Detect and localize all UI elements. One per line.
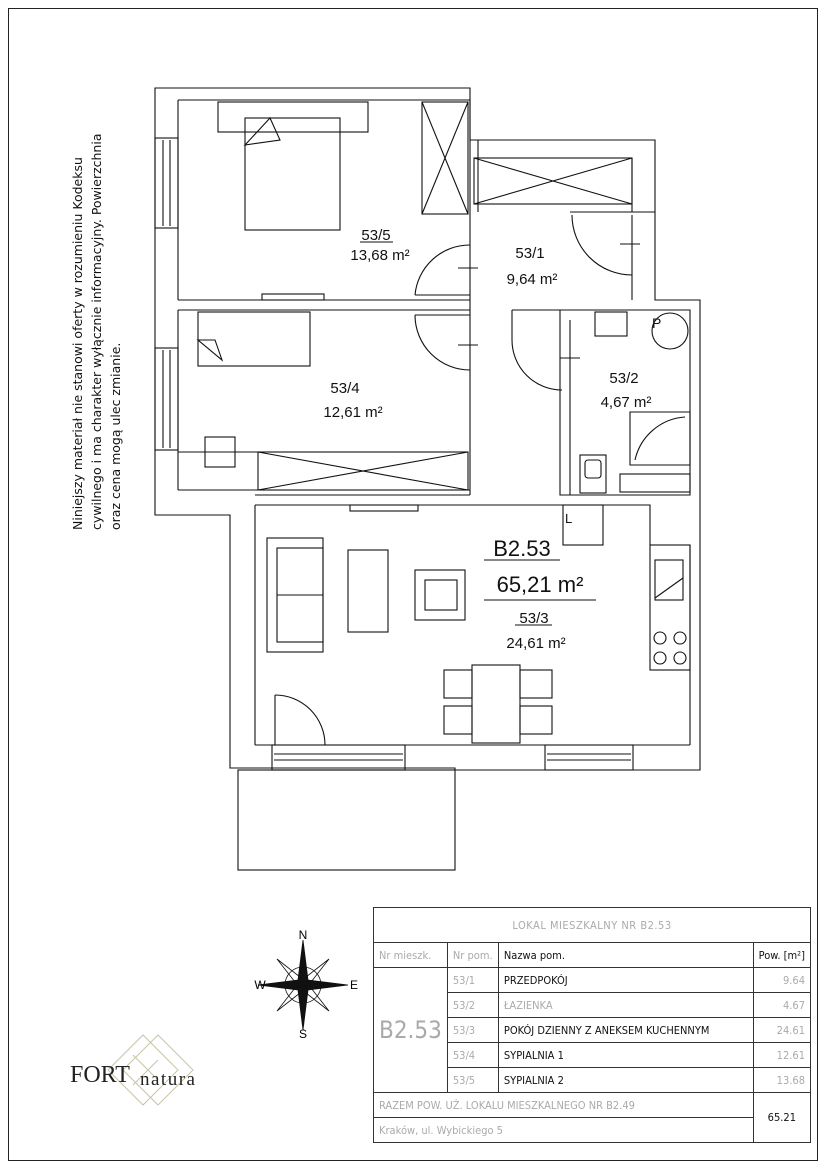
dining-table — [472, 665, 520, 743]
address: Kraków, ul. Wybickiego 5 — [374, 1118, 754, 1143]
table-row — [374, 968, 811, 993]
disclaimer-line: Niniejszy materiał nie stanowi oferty w rozumieniu Kodeksu — [70, 157, 85, 530]
apartment-code: B2.53 — [493, 536, 551, 561]
window — [155, 138, 178, 228]
inner-wall — [512, 310, 560, 340]
room-area: 12,61 m² — [323, 404, 383, 421]
room-name: POKÓJ DZIENNY Z ANEKSEM KUCHENNYM — [498, 1018, 753, 1043]
bed-double — [218, 102, 368, 132]
room-name: SYPIALNIA 2 — [498, 1068, 753, 1093]
room-no: 53/2 — [447, 993, 498, 1018]
room-no: 53/5 — [447, 1068, 498, 1093]
compass-n: N — [298, 928, 308, 942]
apartment-area: 65,21 m² — [496, 572, 584, 597]
room-name: ŁAZIENKA — [498, 993, 753, 1018]
coffee-table — [348, 550, 388, 632]
disclaimer-line: cywilnego i ma charakter wyłącznie informacyjny. Powierzchnia — [89, 133, 104, 530]
room-area: 4.67 — [753, 993, 810, 1018]
col-unit-header: Nr mieszk. — [374, 943, 448, 968]
inner-wall — [478, 140, 655, 212]
door-swing — [275, 695, 325, 745]
legend-title: LOKAL MIESZKALNY NR B2.53 — [374, 908, 811, 943]
compass-e: E — [349, 978, 359, 992]
door-swing — [572, 215, 632, 275]
room-area: 24,61 m² — [506, 635, 566, 652]
shower — [630, 412, 690, 465]
door-swing — [415, 315, 470, 370]
room-id: 53/1 — [515, 245, 545, 262]
unit-code: B2.53 — [374, 968, 448, 1093]
door-swing — [512, 340, 562, 390]
tv — [262, 294, 324, 300]
room-area: 9.64 — [753, 968, 810, 993]
kitchen-sink — [655, 560, 683, 600]
compass-rose — [250, 925, 360, 1045]
logo-word-fort: FORT — [70, 1062, 130, 1088]
disclaimer-line: oraz cena mogą ulec zmianie. — [108, 342, 123, 530]
compass-s: S — [298, 1027, 308, 1041]
toilet — [580, 455, 606, 493]
total-value: 65.21 — [753, 1093, 810, 1143]
compass-w: W — [254, 978, 266, 992]
room-legend-table — [373, 907, 811, 1143]
room-no: 53/1 — [447, 968, 498, 993]
room-area: 12.61 — [753, 1043, 810, 1068]
washbasin — [595, 312, 627, 336]
door-swing — [415, 245, 470, 295]
bed-single — [198, 312, 310, 366]
room-id: 53/4 — [330, 380, 360, 397]
total-label: RAZEM POW. UŻ. LOKALU MIESZKALNEGO NR B2.49 — [374, 1093, 754, 1118]
room-no: 53/3 — [447, 1018, 498, 1043]
room-id: 53/3 — [519, 610, 549, 627]
col-area-header: Pow. [m²] — [753, 943, 810, 968]
room-name: SYPIALNIA 1 — [498, 1043, 753, 1068]
fortnatura-logo — [68, 1030, 248, 1110]
fridge-mark: L — [565, 511, 573, 526]
room-no: 53/4 — [447, 1043, 498, 1068]
room-area: 24.61 — [753, 1018, 810, 1043]
window — [272, 745, 405, 770]
logo-word-natura: natura — [140, 1069, 197, 1090]
window — [155, 348, 178, 450]
window — [545, 745, 633, 770]
room-id: 53/5 — [361, 227, 391, 244]
room-area: 13.68 — [753, 1068, 810, 1093]
balcony — [238, 770, 455, 870]
room-name: PRZEDPOKÓJ — [498, 968, 753, 993]
col-room-header: Nr pom. — [447, 943, 498, 968]
tv — [350, 505, 418, 511]
room-area: 13,68 m² — [350, 247, 410, 264]
room-area: 9,64 m² — [506, 271, 558, 288]
room-id: 53/2 — [609, 370, 639, 387]
kitchen-counter — [650, 545, 690, 670]
inner-wall — [255, 100, 690, 745]
room-area: 4,67 m² — [600, 394, 652, 411]
col-name-header: Nazwa pom. — [498, 943, 753, 968]
toilet-mark: P — [652, 315, 662, 331]
outer-wall — [155, 88, 700, 770]
bath-counter — [620, 474, 690, 492]
